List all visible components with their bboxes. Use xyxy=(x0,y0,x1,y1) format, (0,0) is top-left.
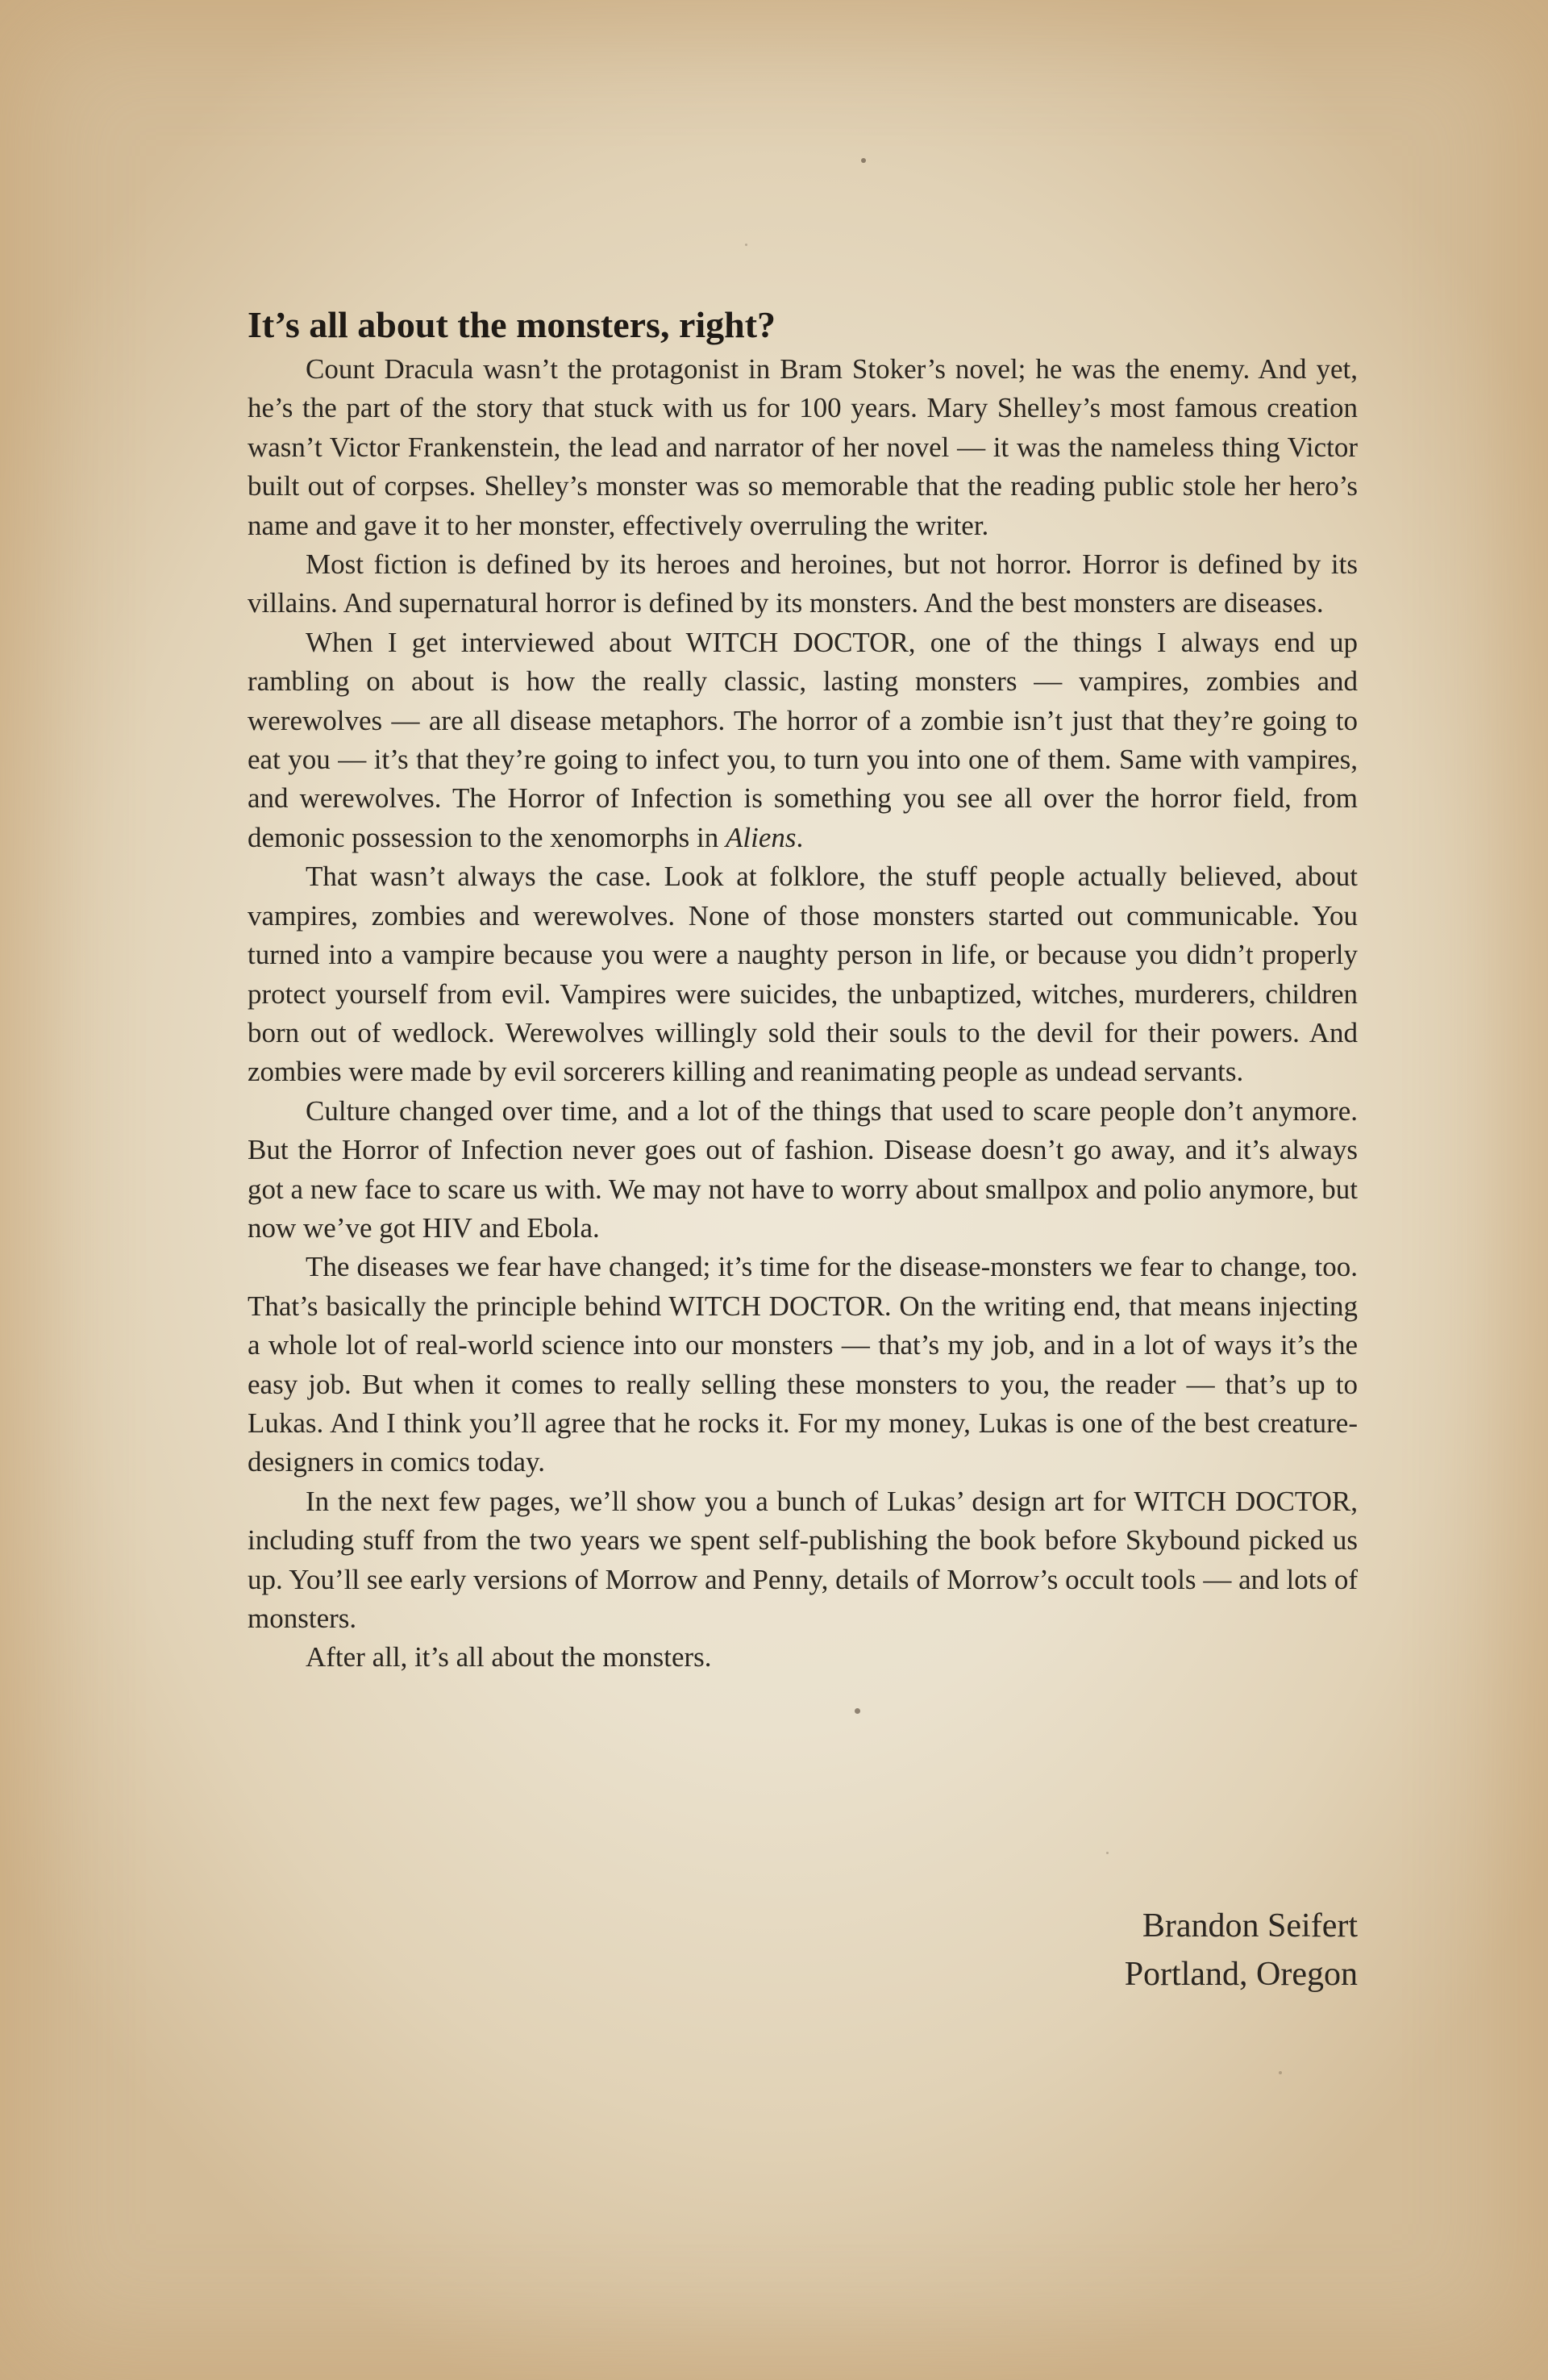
article xyxy=(248,300,1358,1678)
paper-speck xyxy=(861,158,866,163)
author-name: Brandon Seifert xyxy=(1142,1907,1358,1944)
paragraph: Culture changed over time, and a lot of the things that used to scare people don’t anymore. But the Horror of Infection never goes out of fashion. Disease doesn’t go away, and it’s always got a new face to scare us with. We may not have to worry about smallpox and polio anymore, but now we’ve got HIV and Ebola. xyxy=(248,1094,1358,1244)
paper-speck xyxy=(1279,2071,1282,2074)
article-body xyxy=(248,350,1358,1678)
paper-speck xyxy=(855,1708,860,1714)
paragraph: In the next few pages, we’ll show you a bunch of Lukas’ design art for WITCH DOCTOR, including stuff from the two years we spent self-publishing the book before Skybound picked us up. You’ll see early versions of Morrow and Penny, details of Morrow’s occult tools — and lots of monsters. xyxy=(248,1485,1358,1634)
paragraph xyxy=(248,623,1358,857)
paper-speck xyxy=(745,244,747,246)
paragraph: That wasn’t always the case. Look at folklore, the stuff people actually believed, about vampires, zombies and werewolves. None of those monsters started out communicable. You turned into a vampire because you were a naughty person in life, or because you didn’t properly protect yourself from evil. Vampires were suicides, the unbaptized, witches, murderers, children born out of wedlock. Werewolves willingly sold their souls to the devil for their powers. And zombies were made by evil sorcerers killing and reanimating people as undead servants. xyxy=(248,861,1358,1088)
paper-speck xyxy=(1106,1852,1109,1854)
paragraph-text: When I get interviewed about WITCH DOCTOR, one of the things I always end up rambling on about is how the really classic, lasting monsters — vampires, zombies and werewolves — are all disease metaphors. The horror of a zombie isn’t just that they’re going to eat you — it’s that they’re going to infect you, to turn you into one of them. Same with vampires, and werewolves. The Horror of Infection is something you see all over the horror field, from demonic possession to the xenomorphs in xyxy=(248,626,1358,853)
author-location: Portland, Oregon xyxy=(1124,1956,1358,1993)
paragraph-end: . xyxy=(796,821,804,853)
paragraph: Count Dracula wasn’t the protagonist in Bram Stoker’s novel; he was the enemy. And yet, he’s the part of the story that stuck with us for 100 years. Mary Shelley’s most famous creation wasn’t Victor Frankenstein, the lead and narrator of her novel — it was the nameless thing Victor built out of corpses. Shelley’s monster was so memorable that the reading public stole her hero’s name and gave it to her monster, effectively overruling the writer. xyxy=(248,353,1358,541)
signature-block xyxy=(1125,1902,1358,1999)
paragraph: Most fiction is defined by its heroes and heroines, but not horror. Horror is defined by its villains. And supernatural horror is defined by its monsters. And the best monsters are diseases. xyxy=(248,548,1358,619)
italic-film-title: Aliens xyxy=(726,821,797,853)
article-title: It’s all about the monsters, right? xyxy=(248,304,776,345)
paragraph: The diseases we fear have changed; it’s time for the disease-monsters we fear to change, too. That’s basically the principle behind WITCH DOCTOR. On the writing end, that means injecting a whole lot of real-world science into our monsters — that’s my job, and in a lot of ways it’s the easy job. But when it comes to really selling these monsters to you, the reader — that’s up to Lukas. And I think you’ll agree that he rocks it. For my money, Lukas is one of the best creature-designers in comics today. xyxy=(248,1251,1358,1478)
paragraph: After all, it’s all about the monsters. xyxy=(306,1641,712,1674)
